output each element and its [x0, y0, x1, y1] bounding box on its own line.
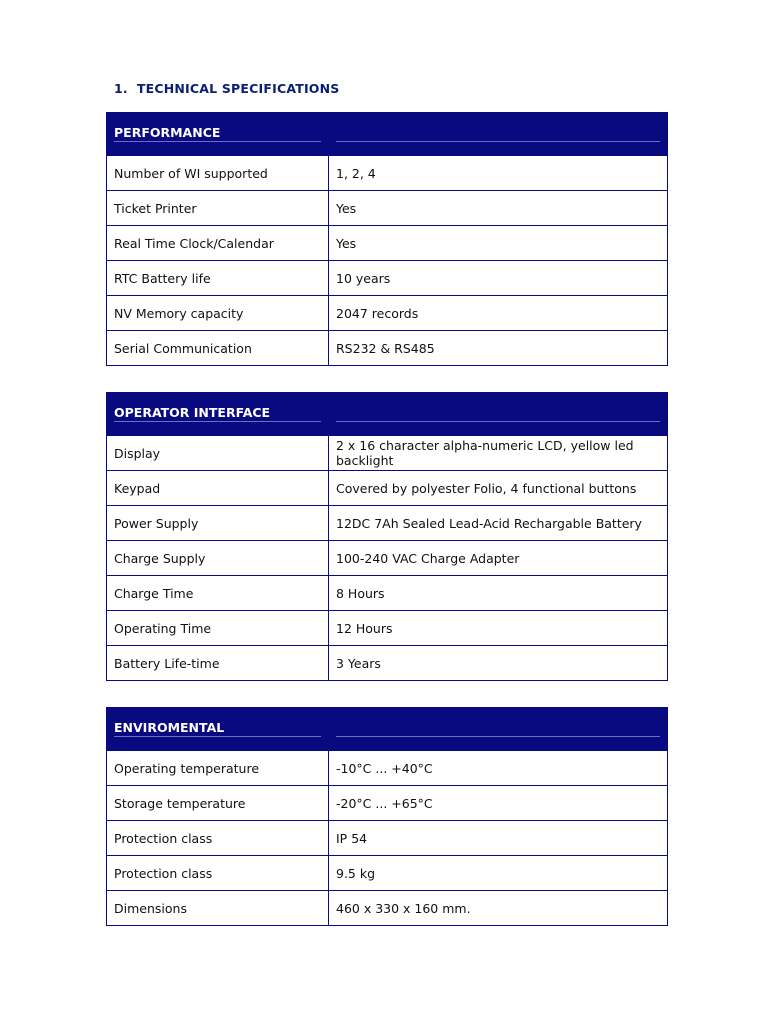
spec-value: 12DC 7Ah Sealed Lead-Acid Rechargable Battery [329, 506, 668, 541]
spec-label: Storage temperature [107, 786, 329, 821]
table-header-empty-cell [329, 708, 668, 751]
spec-label: Protection class [107, 856, 329, 891]
enviromental-table [106, 707, 668, 926]
spec-value: 10 years [329, 261, 668, 296]
spec-value: -20°C ... +65°C [329, 786, 668, 821]
table-row [107, 751, 668, 786]
spec-label: RTC Battery life [107, 261, 329, 296]
spec-value: 2047 records [329, 296, 668, 331]
section-heading [114, 81, 340, 96]
operator-interface-table [106, 392, 668, 681]
table-row [107, 156, 668, 191]
table-row [107, 296, 668, 331]
spec-label: Power Supply [107, 506, 329, 541]
table-row [107, 576, 668, 611]
spec-label: Charge Supply [107, 541, 329, 576]
performance-table [106, 112, 668, 366]
spec-value: 460 x 330 x 160 mm. [329, 891, 668, 926]
header-rule [114, 141, 321, 142]
table-header-label-cell [107, 393, 329, 436]
spec-label: Operating Time [107, 611, 329, 646]
header-rule [336, 736, 660, 737]
table-header-title: ENVIROMENTAL [114, 719, 225, 735]
spec-value: 3 Years [329, 646, 668, 681]
spec-label: Number of WI supported [107, 156, 329, 191]
spec-value: 9.5 kg [329, 856, 668, 891]
spec-label: Protection class [107, 821, 329, 856]
table-row [107, 226, 668, 261]
table-row [107, 191, 668, 226]
table-header-title: OPERATOR INTERFACE [114, 404, 271, 420]
table-header-label-cell [107, 113, 329, 156]
spec-value: Covered by polyester Folio, 4 functional buttons [329, 471, 668, 506]
table-row [107, 821, 668, 856]
spec-value: 100-240 VAC Charge Adapter [329, 541, 668, 576]
spec-value: 1, 2, 4 [329, 156, 668, 191]
spec-label: Charge Time [107, 576, 329, 611]
header-rule [336, 421, 660, 422]
spec-label: Display [107, 436, 329, 471]
spec-value: IP 54 [329, 821, 668, 856]
spec-value: Yes [329, 191, 668, 226]
table-row [107, 856, 668, 891]
section-title: TECHNICAL SPECIFICATIONS [136, 81, 340, 96]
table-row [107, 611, 668, 646]
table-header-row [107, 113, 668, 156]
table-header-row [107, 708, 668, 751]
table-row [107, 471, 668, 506]
spec-value: RS232 & RS485 [329, 331, 668, 366]
table-header-title: PERFORMANCE [114, 124, 221, 140]
table-row [107, 506, 668, 541]
spec-value: 8 Hours [329, 576, 668, 611]
header-rule [114, 421, 321, 422]
spec-value: Yes [329, 226, 668, 261]
spec-label: Battery Life-time [107, 646, 329, 681]
table-row [107, 261, 668, 296]
header-rule [114, 736, 321, 737]
spec-label: Serial Communication [107, 331, 329, 366]
header-rule [336, 141, 660, 142]
spec-label: Ticket Printer [107, 191, 329, 226]
table-row [107, 786, 668, 821]
spec-label: Real Time Clock/Calendar [107, 226, 329, 261]
table-row [107, 891, 668, 926]
table-row [107, 436, 668, 471]
spec-value: 12 Hours [329, 611, 668, 646]
table-row [107, 541, 668, 576]
table-row [107, 646, 668, 681]
spec-label: Keypad [107, 471, 329, 506]
table-header-empty-cell [329, 393, 668, 436]
spec-label: NV Memory capacity [107, 296, 329, 331]
spec-label: Dimensions [107, 891, 329, 926]
spec-value: -10°C ... +40°C [329, 751, 668, 786]
table-row [107, 331, 668, 366]
spec-value: 2 x 16 character alpha-numeric LCD, yellow led backlight [329, 436, 668, 471]
table-header-label-cell [107, 708, 329, 751]
section-number: 1. [114, 81, 128, 96]
spec-label: Operating temperature [107, 751, 329, 786]
table-header-row [107, 393, 668, 436]
table-header-empty-cell [329, 113, 668, 156]
